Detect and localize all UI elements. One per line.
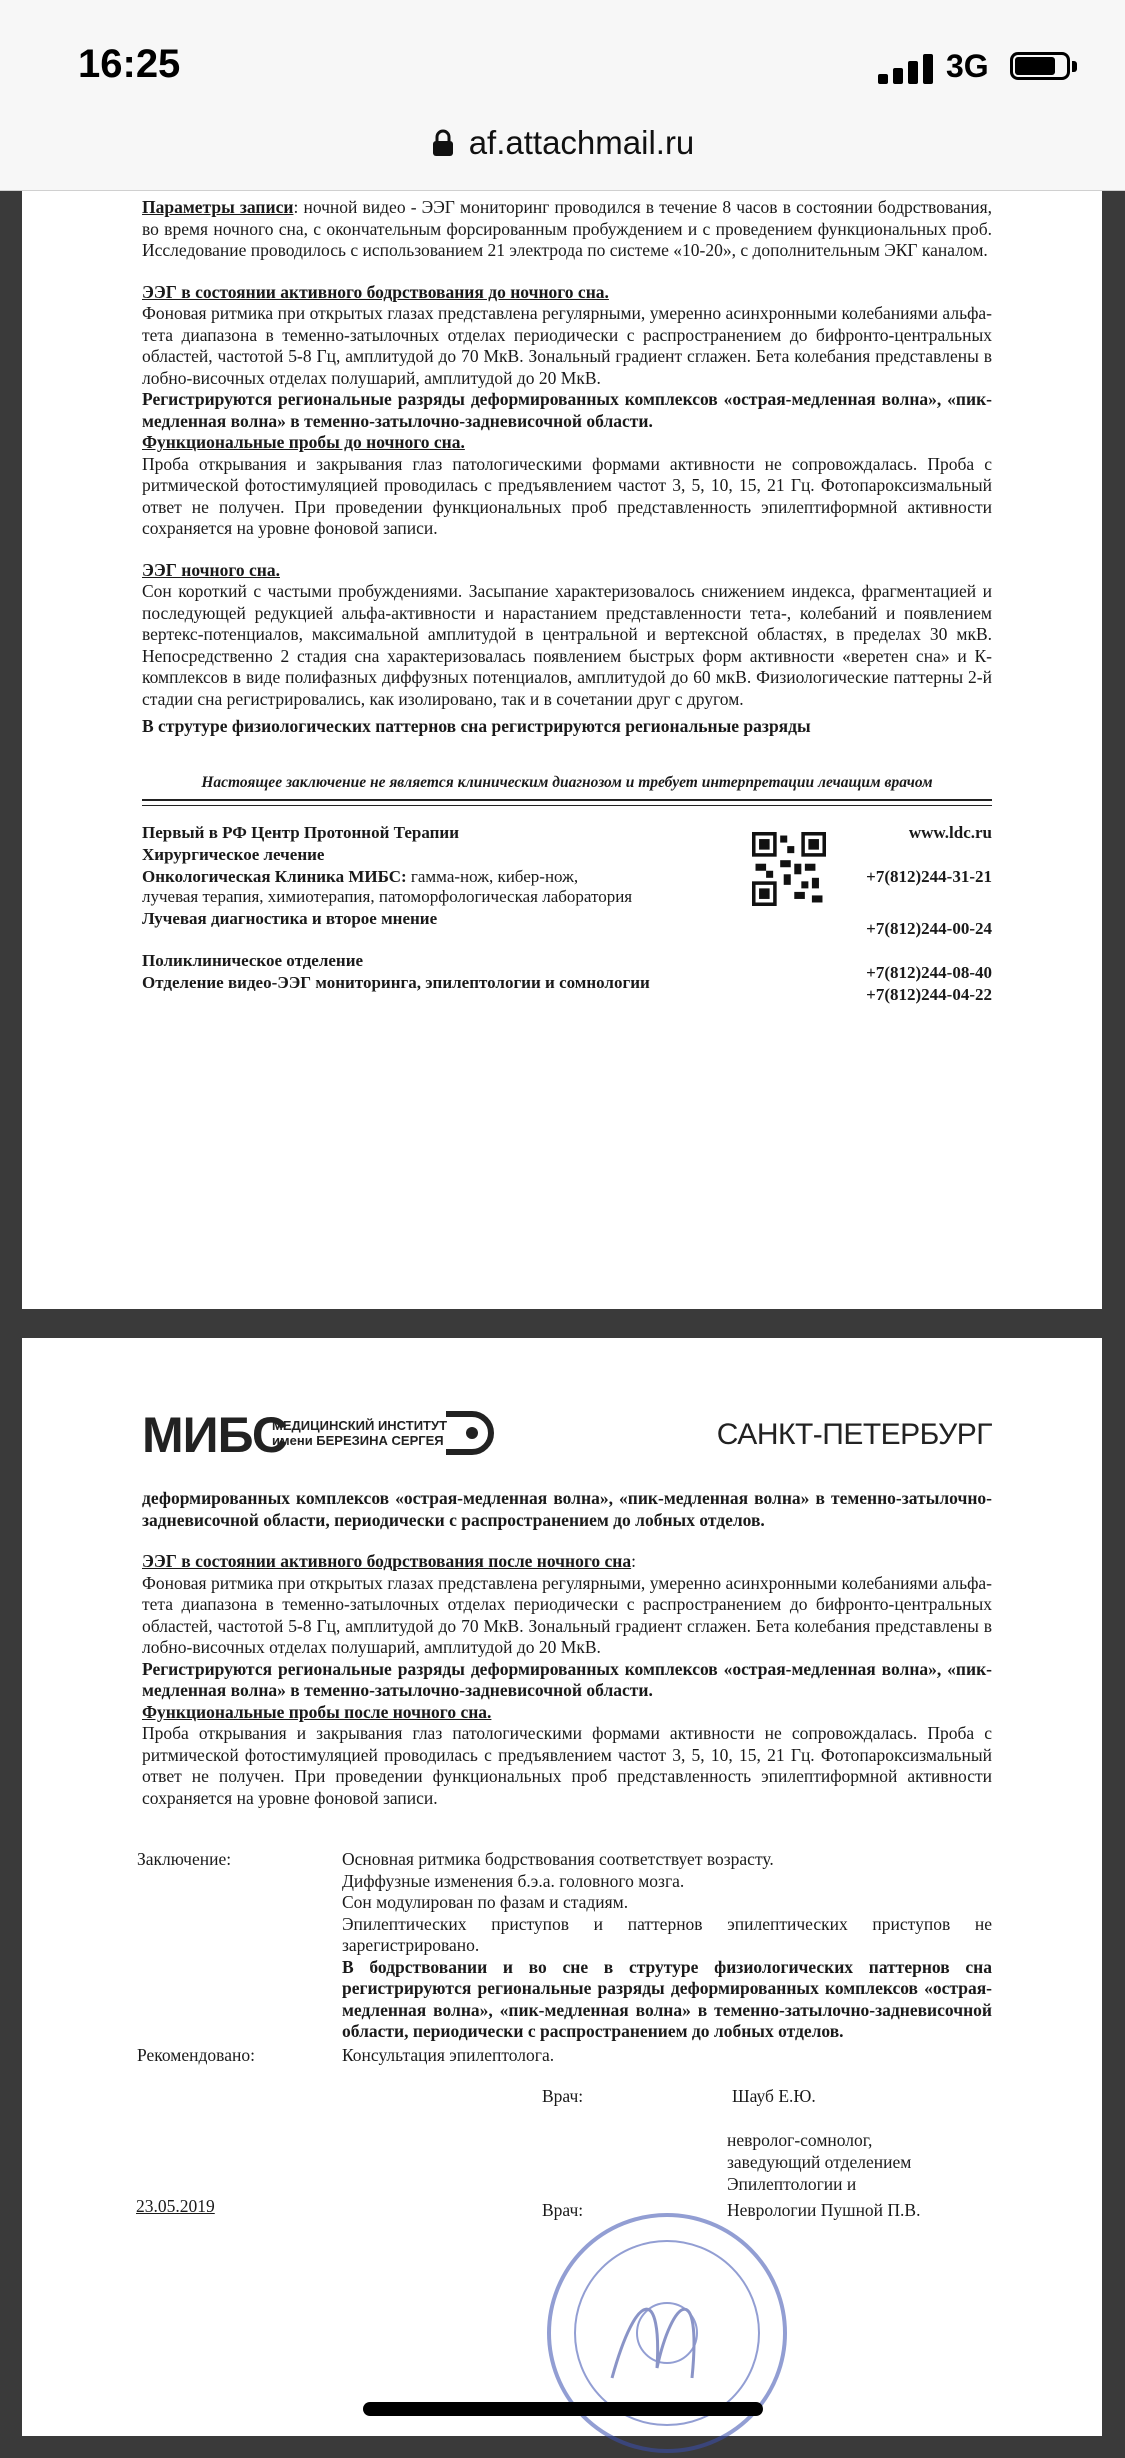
footer-line-7: Отделение видео-ЭЭГ мониторинга, эпилептологии и сомнологии — [142, 973, 650, 992]
home-indicator[interactable] — [363, 2402, 763, 2416]
awake-after-bold: Регистрируются региональные разряды деформированных комплексов «острая-медленная волна», «пик-медленная волна» в теменно-затылочно-задневисочной области. — [142, 1658, 992, 1700]
params-title: Параметры записи — [142, 197, 294, 217]
lock-icon — [431, 129, 455, 157]
clinic-footer — [142, 822, 992, 1032]
params-paragraph — [142, 197, 992, 262]
logo-mark-icon — [442, 1408, 498, 1458]
continued-bold: деформированных комплексов «острая-медленная волна», «пик-медленная волна» в теменно-затылочно-задневисочной области, периодически с распространением до лобных отделов. — [142, 1488, 992, 1530]
params-text: : ночной видео - ЭЭГ мониторинг проводился в течение 8 часов в состоянии бодрствования, во время ночного сна, с окончательным форсированным пробуждением и с проведением функциональных проб. Исследование проводилось с использованием 21 электрода по системе «10-20», с дополнительным ЭКГ каналом. — [142, 197, 993, 260]
address-bar[interactable] — [0, 118, 1125, 168]
logo-subtitle: МЕДИЦИНСКИЙ ИНСТИТУТ имени БЕРЕЗИНА СЕРГЕЯ — [272, 1418, 448, 1448]
status-bar — [0, 0, 1125, 191]
doctor-2-role-1: невролог-сомнолог, — [727, 2130, 873, 2150]
cellular-signal-icon — [878, 52, 934, 84]
page1-body — [142, 197, 992, 1032]
conclusion-line: Эпилептических приступов и паттернов эпилептических приступов не зарегистрировано. — [342, 1913, 992, 1955]
doctor-label: Врач: — [542, 2086, 584, 2106]
conclusion-line: Диффузные изменения б.э.а. головного мозга. — [342, 1870, 685, 1891]
conclusion-line: Сон модулирован по фазам и стадиям. — [342, 1892, 629, 1912]
footer-site: www.ldc.ru — [908, 823, 992, 842]
awake-before-text: Фоновая ритмика при открытых глазах представлена регулярными, умеренно асинхронными колебаниями альфа-тета диапазона в теменно-затылочных отделах периодически с распространением до бифронто-центральных областей, частотой 5-8 Гц, амплитудой до 70 МкВ. Зональный градиент сглажен. Бета колебания представлены в лобно-височных отделах полушарий, амплитудой до 20 МкВ. — [142, 303, 992, 388]
battery-icon — [1010, 52, 1080, 82]
footer-phone-3: +7(812)244-08-40 — [866, 963, 992, 982]
doctor-2-role-2: заведующий отделением — [727, 2152, 912, 2172]
footer-line-2: Хирургическое лечение — [142, 845, 325, 864]
tests-after-title: Функциональные пробы после ночного сна. — [142, 1701, 492, 1722]
footer-phone-1: +7(812)244-31-21 — [866, 867, 992, 886]
status-time: 16:25 — [78, 42, 181, 86]
doctor-2-role-3: Эпилептологии и — [727, 2174, 857, 2194]
footer-phone-4: +7(812)244-04-22 — [866, 985, 992, 1004]
sleep-bold: В струтуре физиологических паттернов сна регистрируются региональные разряды — [142, 716, 811, 736]
document-page-1 — [22, 191, 1102, 1309]
mibs-logo — [142, 1396, 502, 1476]
recommended-block — [137, 2044, 992, 2067]
footer-line-5: Лучевая диагностика и второе мнение — [142, 909, 438, 928]
page2-body — [136, 1488, 992, 2250]
awake-after-text: Фоновая ритмика при открытых глазах представлена регулярными, умеренно асинхронными колебаниями альфа-тета диапазона в теменно-затылочных отделах периодически с распространением до бифронто-центральных областей, частотой 5-8 Гц, амплитудой до 70 МкВ. Зональный градиент сглажен. Бета колебания представлены в лобно-височных отделах полушарий, амплитудой до 20 МкВ. — [142, 1572, 992, 1657]
conclusion-label: Заключение: — [137, 1849, 232, 1869]
footer-phone-2: +7(812)244-00-24 — [866, 919, 992, 938]
network-type: 3G — [946, 48, 989, 84]
conclusion-line: Основная ритмика бодрствования соответствует возрасту. — [342, 1849, 774, 1869]
tests-before-text: Проба открывания и закрывания глаз патологическими формами активности не сопровождалась. Проба с ритмической фотостимуляцией проводилась с предъявлением частот 3, 5, 10, 15, 21 Гц. Фотопароксизмальный ответ не получен. При проведении функциональных проб представленность эпилептиформной активности сохраняется на уровне фоновой записи. — [142, 453, 992, 538]
awake-after-title-line: ЭЭГ в состоянии активного бодрствования после ночного сна: — [142, 1551, 636, 1571]
doctor-2-label: Врач: — [542, 2200, 584, 2220]
signature-row-1 — [142, 2086, 992, 2130]
qr-code-icon — [752, 832, 826, 906]
report-date: 23.05.2019 — [136, 2196, 215, 2216]
footer-line-6: Поликлиническое отделение — [142, 951, 364, 970]
awake-before-bold: Регистрируются региональные разряды деформированных комплексов «острая-медленная волна», «пик-медленная волна» в теменно-затылочно-задневисочной области. — [142, 389, 992, 431]
footer-line-4: лучевая терапия, химиотерапия, патоморфологическая лаборатория — [142, 887, 633, 906]
footer-line-3: Онкологическая Клиника МИБС: гамма-нож, кибер-нож, — [142, 867, 579, 886]
disclaimer: Настоящее заключение не является клиническим диагнозом и требует интерпретации лечащим врачом — [142, 768, 992, 802]
city-header: САНКТ-ПЕТЕРБУРГ — [716, 1418, 992, 1451]
awake-before-title: ЭЭГ в состоянии активного бодрствования до ночного сна. — [142, 281, 609, 302]
tests-after-text: Проба открывания и закрывания глаз патологическими формами активности не сопровождалась. Проба с ритмической фотостимуляцией проводилась с предъявлением частот 3, 5, 10, 15, 21 Гц. Фотопароксизмальный ответ не получен. При проведении функциональных проб представленность эпилептиформной активности сохраняется на уровне фоновой записи. — [142, 1723, 992, 1808]
doctor-2-role-4: Неврологии Пушной П.В. — [727, 2200, 921, 2220]
recommended-label: Рекомендовано: — [137, 2044, 255, 2065]
document-page-2 — [22, 1338, 1102, 2436]
recommended-text: Консультация эпилептолога. — [342, 2044, 555, 2065]
logo-mibs-text: МИБС — [142, 1407, 287, 1463]
url-text: af.attachmail.ru — [468, 124, 695, 161]
awake-after-title: ЭЭГ в состоянии активного бодрствования после ночного сна — [142, 1551, 632, 1571]
footer-line-1: Первый в РФ Центр Протонной Терапии — [142, 823, 459, 842]
sleep-text: Сон короткий с частыми пробуждениями. Засыпание характеризовалось снижением индекса, фрагментацией и последующей редукцией альфа-активности и нарастанием представленности тета-, колебаний и появлением вертекс-потенциалов, максимальной амплитудой в центральной и вертексной областях, в пределах 30 мкВ. Непосредственно 2 стадия сна характеризовалась появлением быстрых форм активности «веретен сна» и К-комплексов в виде полифазных диффузных потенциалов, амплитудой до 60 мкВ. Физиологические паттерны 2-й стадии сна регистрировались, как изолировано, так и в сочетании друг с другом. — [142, 581, 992, 709]
conclusion-bold: В бодрствовании и во сне в струтуре физиологических паттернов сна регистрируются региональные разряды деформированных комплексов «острая-медленная волна», «пик-медленная волна» в теменно-затылочно-задневисочной области, периодически с распространением до лобных отделов. — [342, 1956, 992, 2041]
doctor-1-name: Шауб Е.Ю. — [732, 2086, 816, 2106]
clinic-stamp-icon — [542, 2208, 792, 2458]
tests-before-title: Функциональные пробы до ночного сна. — [142, 432, 465, 452]
sleep-title: ЭЭГ ночного сна. — [142, 559, 280, 580]
conclusion-block — [137, 1849, 992, 2043]
